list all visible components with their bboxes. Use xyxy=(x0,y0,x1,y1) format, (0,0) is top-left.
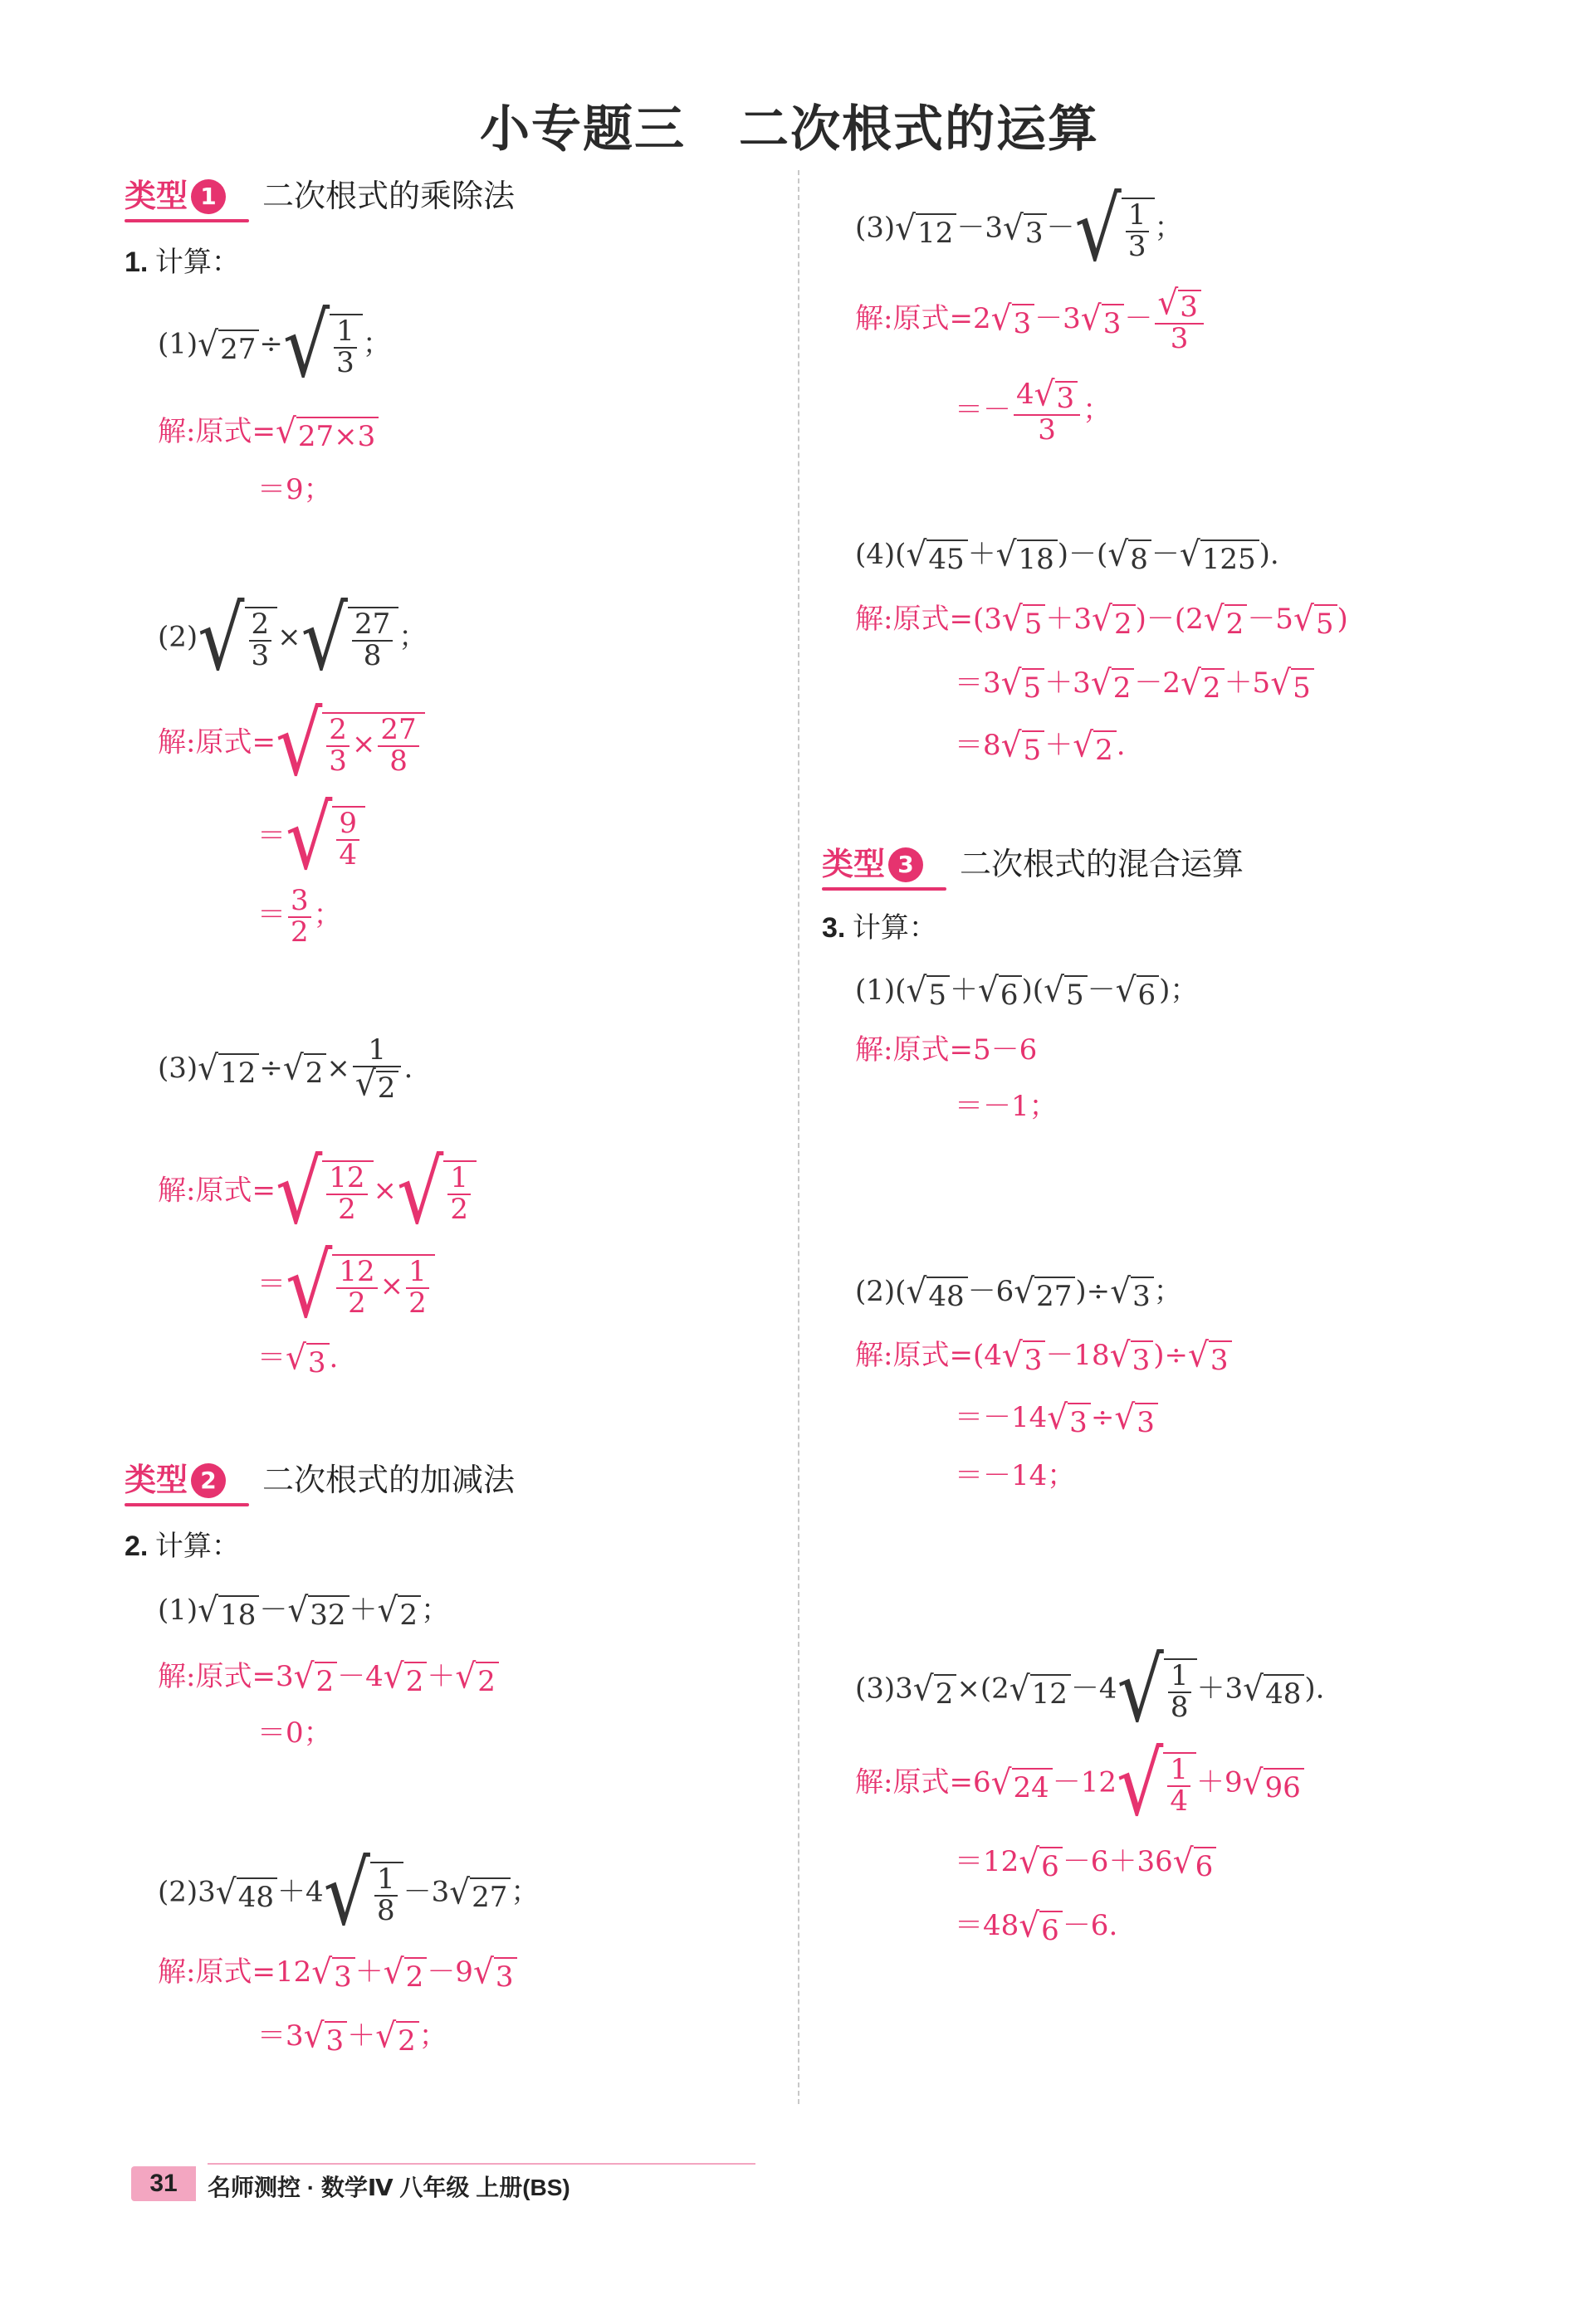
solution-1-2-step1: 解:原式=√ $\frac{2}{3}$ × $\frac{27}{8}$ xyxy=(158,701,425,787)
solution-1-1-step2: ＝9； xyxy=(257,473,332,506)
solution-1-1-step1: 解:原式=√27×3 xyxy=(158,408,379,453)
column-divider xyxy=(798,170,799,2104)
section-header-2: 类型 2 二次根式的加减法 xyxy=(125,1454,515,1500)
section-header-1: 类型 1 二次根式的乘除法 xyxy=(125,170,515,216)
problem-1-1: (1)√27 ÷√ $\frac{1}{3}$ ； xyxy=(158,294,391,398)
solution-3-2-step2: ＝－14√3 ÷√3 xyxy=(955,1394,1158,1439)
solution-3-2-step3: ＝－14； xyxy=(955,1459,1076,1492)
title-part2: 二次根式的运算 xyxy=(739,100,1099,159)
problem-3-1: (1)(√5 ＋√6 )(√5 －√6 )； xyxy=(855,970,1199,1012)
problem-2-1: (1)√18 －√32 ＋√2 ； xyxy=(158,1590,450,1632)
solution-1-3-step2: ＝√ $\frac{12}{2}$ × $\frac{1}{2}$ xyxy=(257,1243,435,1329)
solution-2-4-step2: ＝3√5 ＋3√2 －2√2 ＋5√5 xyxy=(955,660,1314,705)
problem-3-2: (2)(√48 －6√27 )÷√3 ； xyxy=(855,1272,1182,1313)
problem-1-3: (3)√12 ÷√2 × $\frac{1}{√2}$ . xyxy=(158,1033,413,1105)
solution-3-2-step1: 解:原式=(4√3 －18√3 )÷√3 xyxy=(855,1332,1232,1377)
solution-2-3-step1: 解:原式=2√3 －3√3 － $\frac{√3}{3}$ xyxy=(855,286,1206,354)
solution-1-2-step3: ＝ $\frac{3}{2}$ ； xyxy=(257,884,342,949)
question-1: 1. 计算： xyxy=(125,247,240,278)
solution-1-3-step3: ＝√3 . xyxy=(257,1338,339,1379)
page-title xyxy=(0,90,1579,161)
solution-2-3-step2: ＝－ $\frac{4√3}{3}$ ； xyxy=(955,374,1112,447)
page-footer xyxy=(131,2166,629,2204)
section-number-badge: 3 xyxy=(888,847,923,882)
solution-2-2-step2: ＝3√3 ＋√2 ； xyxy=(257,2016,447,2058)
solution-2-4-step1: 解:原式=(3√5 ＋3√2 )－(2√2 －5√5 ) xyxy=(855,599,1348,641)
page-number: 31 xyxy=(131,2166,196,2201)
section-number-badge: 1 xyxy=(191,179,226,214)
solution-3-3-step3: ＝48√6 －6. xyxy=(955,1906,1118,1947)
solution-2-4-step3: ＝8√5 ＋√2 . xyxy=(955,725,1126,767)
solution-3-3-step1: 解:原式=6√24 －12√ $\frac{1}{4}$ ＋9√96 xyxy=(855,1741,1304,1827)
solution-2-2-step1: 解:原式=12√3 ＋√2 －9√3 xyxy=(158,1949,517,1994)
solution-1-2-step2: ＝√ $\frac{9}{4}$ xyxy=(257,795,365,881)
title-part1: 小专题三 xyxy=(480,100,686,159)
problem-2-2: (2)3√48 ＋4√ $\frac{1}{8}$ －3√27 ； xyxy=(158,1842,540,1946)
section-header-3: 类型 3 二次根式的混合运算 xyxy=(822,838,1244,884)
problem-3-3: (3)3√2 ×(2√12 －4√ $\frac{1}{8}$ ＋3√48 ). xyxy=(855,1638,1325,1742)
solution-3-1-step2: ＝－1； xyxy=(955,1090,1058,1123)
problem-2-3: (3)√12 －3√3 －√ $\frac{1}{3}$ ； xyxy=(855,178,1183,281)
problem-2-4: (4)(√45 ＋√18 )－(√8 －√125 ). xyxy=(855,535,1279,576)
solution-2-1-step1: 解:原式=3√2 －4√2 ＋√2 xyxy=(158,1653,499,1698)
question-3: 3. 计算： xyxy=(822,912,937,944)
solution-1-3-step1: 解:原式=√ $\frac{12}{2}$ ×√ $\frac{1}{2}$ xyxy=(158,1150,477,1235)
solution-3-1-step1: 解:原式=5－6 xyxy=(855,1033,1038,1067)
footer-book-title: 名师测控 · 数学Ⅳ 八年级 上册(BS) xyxy=(208,2175,570,2200)
problem-1-2: (2)√ $\frac{2}{3}$ ×√ $\frac{27}{8}$ ； xyxy=(158,587,428,691)
solution-3-3-step2: ＝12√6 －6＋36√6 xyxy=(955,1838,1216,1883)
section-number-badge: 2 xyxy=(191,1463,226,1498)
solution-2-1-step2: ＝0； xyxy=(257,1716,332,1750)
question-2: 2. 计算： xyxy=(125,1531,240,1562)
